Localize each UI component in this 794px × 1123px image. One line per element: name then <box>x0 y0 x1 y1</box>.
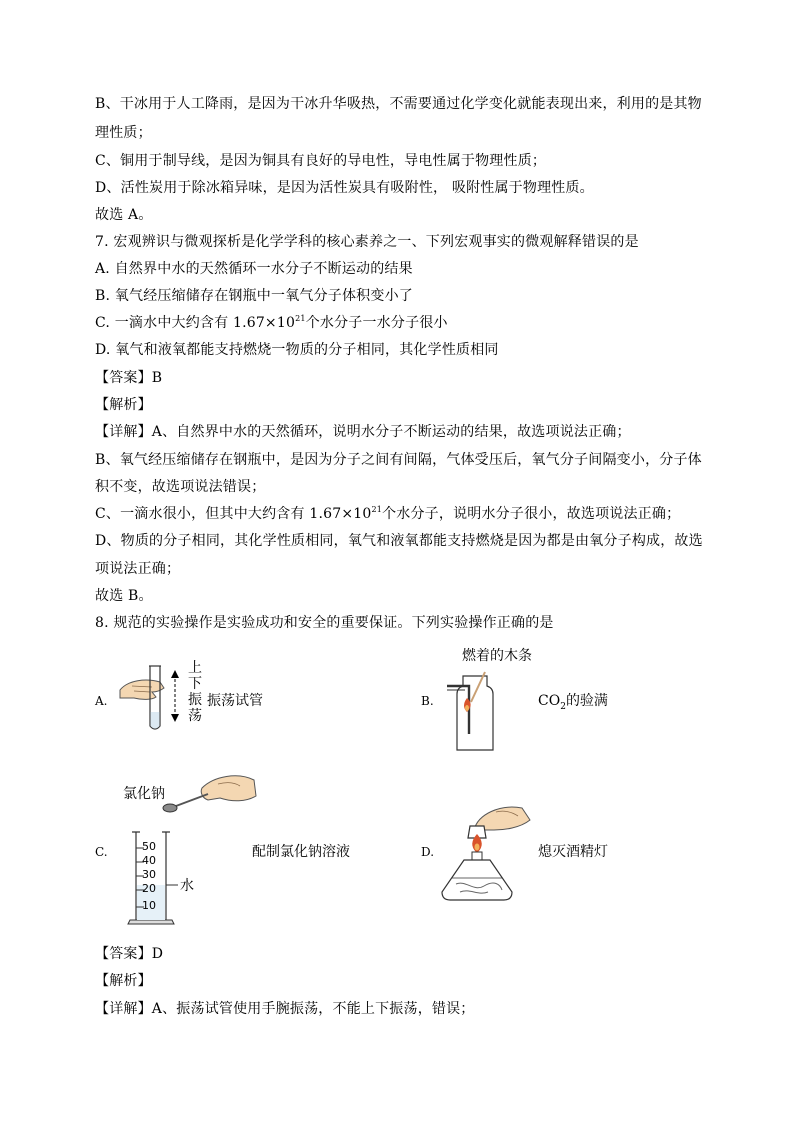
water-label: 水 <box>180 878 194 894</box>
answer-8: 【答案】D <box>95 946 164 962</box>
scale-mark: 20 <box>142 882 156 895</box>
question-7-stem: 7. 宏观辨识与微观探析是化学学科的核心素养之一、下列宏观事实的微观解释错误的是 <box>95 234 639 250</box>
caption-rest: 的验满 <box>565 693 608 709</box>
scale-mark: 50 <box>142 840 156 853</box>
sodium-chloride-label: 氯化钠 <box>123 786 165 802</box>
question-7-option-c <box>95 313 448 333</box>
option-c-label: C. <box>95 845 108 859</box>
gas-bottle-figure <box>445 664 505 754</box>
scale-mark: 30 <box>142 868 156 881</box>
question-8-stem: 8. 规范的实验操作是实验成功和安全的重要保证。下列实验操作正确的是 <box>95 615 554 631</box>
text-span: C、一滴水很小，但其中大约含有 1.67×10 <box>95 506 372 522</box>
analysis-heading-7: 【解析】 <box>95 397 152 413</box>
alcohol-lamp-figure <box>440 800 540 910</box>
answer-7: 【答案】B <box>95 370 163 386</box>
shake-char: 荡 <box>188 708 202 724</box>
explanation-7-d: D、物质的分子相同，其化学性质相同，氧气和液氧都能支持燃烧是因为都是由氧分子构成，故选 <box>95 533 703 549</box>
analysis-heading-8: 【解析】 <box>95 973 152 989</box>
shake-direction-label <box>188 660 204 724</box>
explanation-7-c <box>95 504 680 524</box>
shake-char: 上 <box>188 660 202 676</box>
text-span: 个水分子，说明水分子很小，故选项说法正确； <box>382 506 681 522</box>
option-c-caption: 配制氯化钠溶液 <box>252 844 350 860</box>
superscript: 21 <box>295 314 306 323</box>
option-d-caption: 熄灭酒精灯 <box>538 844 608 860</box>
scale-mark: 10 <box>142 899 156 912</box>
caption-co: CO <box>538 693 561 709</box>
scale-mark: 40 <box>142 854 156 867</box>
option-b-label: B. <box>421 694 434 708</box>
explanation-7-a: 【详解】A、自然界中水的天然循环，说明水分子不断运动的结果，故选项说法正确； <box>95 424 631 440</box>
conclusion-7: 故选 B。 <box>95 588 153 604</box>
option-d-label: D. <box>421 845 435 859</box>
superscript: 21 <box>371 505 383 514</box>
text-line: 理性质； <box>95 125 152 141</box>
option-b-caption <box>538 692 608 716</box>
caption-sub: 2 <box>560 701 566 712</box>
explanation-8-a: 【详解】A、振荡试管使用手腕振荡，不能上下振荡，错误； <box>95 1001 475 1017</box>
explanation-7-b: B、氧气经压缩储存在钢瓶中，是因为分子之间有间隔，气体受压后，氧气分子间隔变小，分子体 <box>95 452 702 468</box>
text-span: 个水分子一水分子很小 <box>305 315 448 331</box>
text-span: C. 一滴水中大约含有 1.67×10 <box>95 315 296 331</box>
question-7-option-b: B. 氧气经压缩储存在钢瓶中一氧气分子体积变小了 <box>95 288 413 304</box>
question-7-option-a: A. 自然界中水的天然循环一水分子不断运动的结果 <box>95 261 413 277</box>
text-line: B、干冰用于人工降雨，是因为干冰升华吸热，不需要通过化学变化就能表现出来，利用的是其物 <box>95 96 702 112</box>
shake-char: 下 <box>188 676 202 692</box>
cylinder-scale <box>142 840 156 913</box>
question-7-option-d: D. 氧气和液氧都能支持燃烧一物质的分子相同，其化学性质相同 <box>95 342 499 358</box>
shake-char: 振 <box>188 692 202 708</box>
option-a-caption: 振荡试管 <box>207 693 263 709</box>
option-a-label: A. <box>95 694 108 708</box>
burning-stick-label: 燃着的木条 <box>462 648 532 664</box>
explanation-7-b-cont: 积不变，故选项说法错误； <box>95 479 266 495</box>
text-line: C、铜用于制导线，是因为铜具有良好的导电性，导电性属于物理性质； <box>95 153 547 169</box>
text-line: 故选 A。 <box>95 207 153 223</box>
explanation-7-d-cont: 项说法正确； <box>95 561 181 577</box>
text-line: D、活性炭用于除冰箱异味，是因为活性炭具有吸附性， 吸附性属于物理性质。 <box>95 180 594 196</box>
